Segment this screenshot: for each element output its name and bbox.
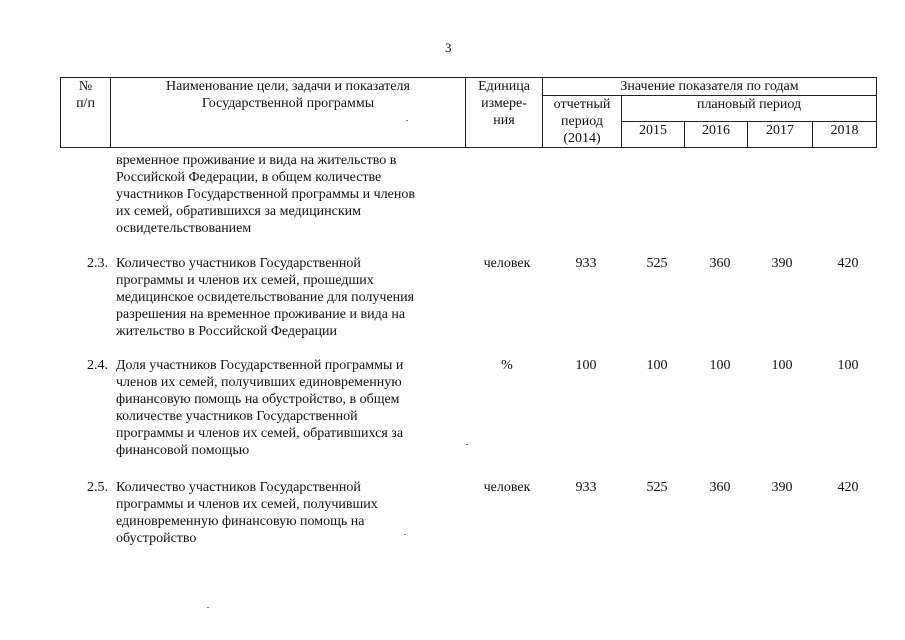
value-2016: 360 (709, 480, 731, 495)
header-unit-line-2: измере- (481, 96, 527, 111)
value-2017: 100 (771, 358, 793, 373)
text-line: финансовую помощь на обустройство, в общем (116, 392, 400, 407)
text-line: программы и членов их семей, получивших (116, 497, 378, 512)
header-name-line-1: Наименование цели, задачи и показателя (166, 79, 410, 94)
value-2017: 390 (771, 256, 793, 271)
table-header (60, 77, 877, 148)
header-unit-cell (466, 78, 543, 148)
text-line: обустройство (116, 531, 197, 546)
row-description (116, 479, 456, 547)
text-line: жительство в Российской Федерации (116, 324, 337, 339)
value-2016: 100 (709, 358, 731, 373)
value-2015: 525 (646, 256, 668, 271)
row-number: 2.4. (87, 358, 108, 373)
row-description (116, 357, 456, 459)
text-line: Количество участников Государственной (116, 256, 361, 271)
continuation-text (116, 152, 456, 237)
text-line: участников Государственной программы и членов (116, 187, 415, 202)
header-year-2016: 2016 (685, 122, 748, 148)
page-number: 3 (445, 40, 452, 55)
row-unit: человек (483, 480, 531, 495)
header-reporting-line-2: период (561, 114, 603, 129)
text-line: временное проживание и вида на жительство в (116, 153, 397, 168)
text-line: программы и членов их семей, обратившихся за (116, 426, 404, 441)
scan-speck (406, 120, 408, 121)
header-planning-cell: плановый период (622, 96, 877, 122)
header-name-line-2: Государственной программы (201, 96, 375, 111)
row-unit: % (501, 358, 513, 373)
value-2017: 390 (771, 480, 793, 495)
value-2014: 933 (575, 256, 597, 271)
text-line: Количество участников Государственной (116, 480, 361, 495)
header-year-2015: 2015 (622, 122, 685, 148)
scan-speck (404, 534, 406, 535)
header-reporting-line-1: отчетный (553, 97, 611, 112)
text-line: Доля участников Государственной программы и (116, 358, 404, 373)
header-reporting-line-3: (2014) (563, 131, 601, 146)
header-year-2018: 2018 (813, 122, 877, 148)
value-2018: 420 (837, 256, 859, 271)
row-unit: человек (483, 256, 531, 271)
row-number: 2.5. (87, 480, 108, 495)
value-2014: 100 (575, 358, 597, 373)
header-unit-line-1: Единица (478, 79, 530, 94)
text-line: единовременную финансовую помощь на (116, 514, 365, 529)
header-name-cell (111, 78, 466, 148)
text-line: Российской Федерации, в общем количестве (116, 170, 382, 185)
text-line: членов их семей, получивших единовременную (116, 375, 402, 390)
value-2018: 420 (837, 480, 859, 495)
header-num-line-2: п/п (76, 96, 95, 111)
value-2015: 525 (646, 480, 668, 495)
header-reporting-cell (543, 96, 622, 148)
text-line: программы и членов их семей, прошедших (116, 273, 374, 288)
header-year-2017: 2017 (748, 122, 813, 148)
text-line: освидетельствованием (116, 221, 252, 236)
scan-speck (207, 607, 209, 608)
header-num-cell (61, 78, 111, 148)
text-line: количестве участников Государственной (116, 409, 358, 424)
header-values-group: Значение показателя по годам (543, 78, 877, 96)
value-2015: 100 (646, 358, 668, 373)
value-2016: 360 (709, 256, 731, 271)
text-line: их семей, обратившихся за медицинским (116, 204, 361, 219)
text-line: медицинское освидетельствование для получения (116, 290, 415, 305)
value-2018: 100 (837, 358, 859, 373)
row-number: 2.3. (87, 256, 108, 271)
text-line: разрешения на временное проживание и вида на (116, 307, 406, 322)
text-line: финансовой помощью (116, 443, 250, 458)
value-2014: 933 (575, 480, 597, 495)
scan-speck (466, 444, 468, 445)
header-num-line-1: № (78, 79, 93, 94)
header-unit-line-3: ния (493, 113, 515, 128)
row-description (116, 255, 456, 340)
